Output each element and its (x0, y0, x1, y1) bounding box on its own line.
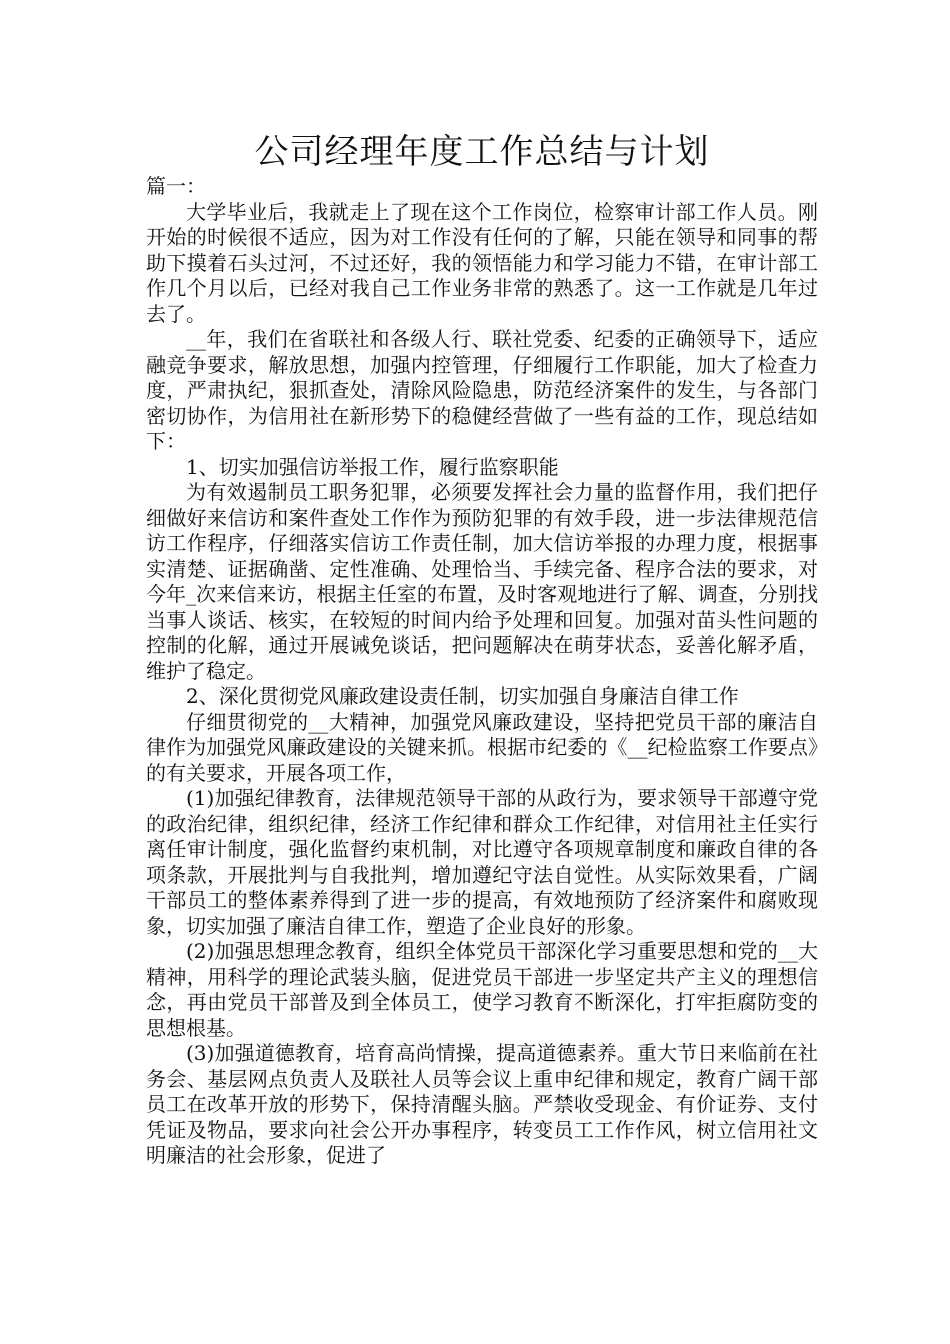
paragraph-discipline-education: (1)加强纪律教育，法律规范领导干部的从政行为，要求领导干部遵守党的政治纪律，组织纪律，经济工作纪律和群众工作纪律，对信用社主任实行离任审计制度，强化监督约束机制，对比遵守各项规章制度和廉政自律的各项条款，开展批判与自我批判，增加遵纪守法自觉性。从实际效果看，广阔干部员工的整体素养得到了进一步的提高，有效地预防了经济案件和腐败现象，切实加强了廉洁自律工作，塑造了企业良好的形象。 (146, 786, 818, 938)
document-page (146, 130, 818, 1169)
paragraph-ideology-education: (2)加强思想理念教育，组织全体党员干部深化学习重要思想和党的__大精神，用科学的理论武装头脑，促进党员干部进一步坚定共产主义的理想信念，再由党员干部普及到全体员工，使学习教育不断深化，打牢拒腐防变的思想根基。 (146, 939, 818, 1040)
paragraph-intro: 大学毕业后，我就走上了现在这个工作岗位，检察审计部工作人员。刚开始的时候很不适应，因为对工作没有任何的了解，只能在领导和同事的帮助下摸着石头过河，不过还好，我的领悟能力和学习能力不错，在审计部工作几个月以后，已经对我自己工作业务非常的熟悉了。这一工作就是几年过去了。 (146, 199, 818, 326)
section-heading-2: 2、深化贯彻党风廉政建设责任制，切实加强自身廉洁自律工作 (186, 684, 739, 708)
paragraph-moral-education: (3)加强道德教育，培育高尚情操，提高道德素养。重大节日来临前在社务会、基层网点负责人及联社人员等会议上重申纪律和规定，教育广阔干部员工在改革开放的形势下，保持清醒头脑。严禁收受现金、有价证券、支付凭证及物品，要求向社会公开办事程序，转变员工工作作风，树立信用社文明廉洁的社会形象，促进了 (146, 1041, 818, 1167)
paragraph-petition-work: 为有效遏制员工职务犯罪，必须要发挥社会力量的监督作用，我们把仔细做好来信访和案件查处工作作为预防犯罪的有效手段，进一步法律规范信访工作程序，仔细落实信访工作责任制，加大信访举报的办理力度，根据事实清楚、证据确凿、定性准确、处理恰当、手续完备、程序合法的要求，对今年_次来信来访，根据主任室的布置，及时客观地进行了解、调查，分别找当事人谈话、核实，在较短的时间内给予处理和回复。加强对苗头性问题的控制的化解，通过开展诫免谈话，把问题解决在萌芽状态，妥善化解矛盾，维护了稳定。 (146, 480, 818, 683)
paragraph-summary: __年，我们在省联社和各级人行、联社党委、纪委的正确领导下，适应融竞争要求，解放思想，加强内控管理，仔细履行工作职能，加大了检查力度，严肃执纪，狠抓查处，清除风险隐患，防范经济案件的发生，与各部门密切协作，为信用社在新形势下的稳健经营做了一些有益的工作，现总结如下： (146, 327, 818, 453)
paragraph-party-conduct: 仔细贯彻党的__大精神，加强党风廉政建设，坚持把党员干部的廉洁自律作为加强党风廉政建设的关键来抓。根据市纪委的《__纪检监察工作要点》的有关要求，开展各项工作， (146, 709, 818, 785)
document-title: 公司经理年度工作总结与计划 (254, 132, 710, 172)
section-label: 篇一： (146, 174, 206, 198)
section-heading-1: 1、切实加强信访举报工作，履行监察职能 (186, 454, 559, 479)
